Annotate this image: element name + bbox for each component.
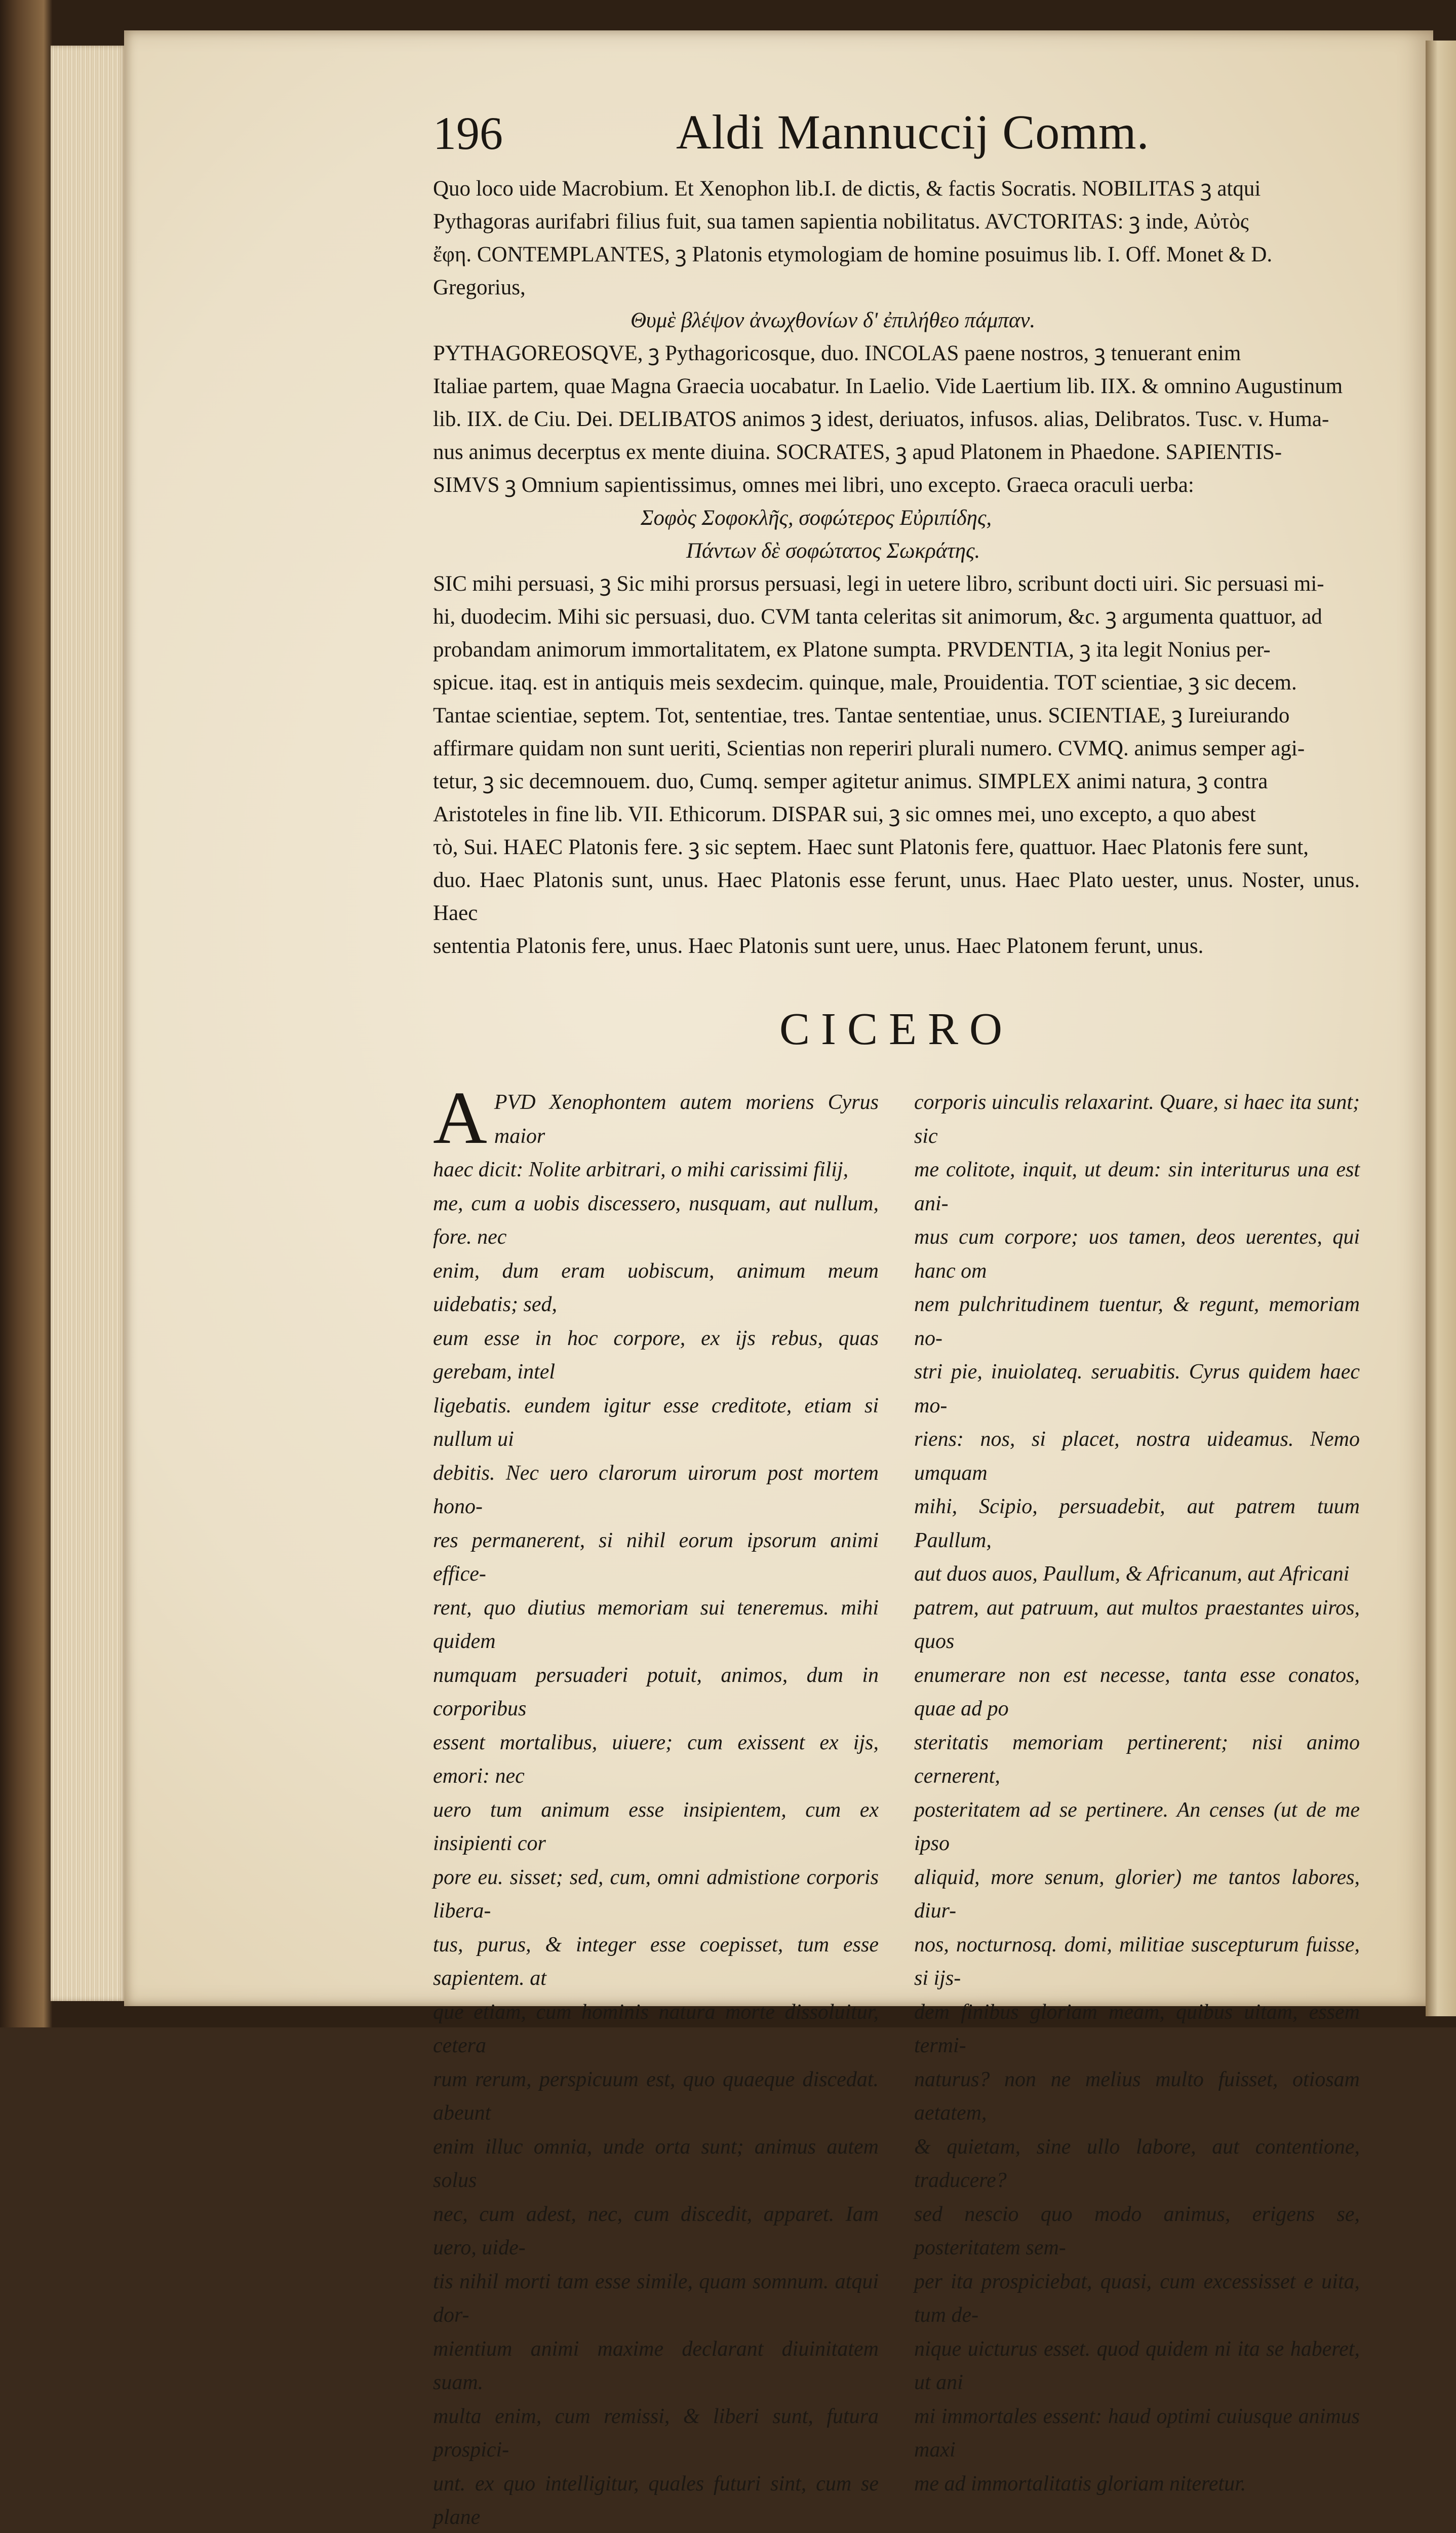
text-line: corporis uinculis relaxarint. Quare, si haec ita sunt; sic [914, 1091, 1360, 1148]
commentary-line: tetur, ꝫ sic decemnouem. duo, Cumq. semper agitetur animus. SIMPLEX animi natura, ꝫ contra [433, 770, 1268, 793]
text-line: steritatis memoriam pertinerent; nisi animo cernerent, [914, 1731, 1360, 1788]
text-line: mus cum corpore; uos tamen, deos uerentes, qui hanc om [914, 1225, 1360, 1283]
text-line: nique uicturus esset. quod quidem ni ita se haberet, ut ani [914, 2337, 1360, 2394]
text-line: naturus? non ne melius multo fuisset, otiosam aetatem, [914, 2067, 1360, 2125]
text-line: essent mortalibus, uiuere; cum exissent ex ijs, emori: nec [433, 1731, 879, 1788]
text-line: nem pulchritudinem tuentur, & regunt, memoriam no- [914, 1293, 1360, 1350]
commentary-line: Italiae partem, quae Magna Graecia uocabatur. In Laelio. Vide Laertium lib. IIX. & omnino Augustinum [433, 374, 1343, 398]
oracle-line: Πάντων δὲ σοφώτατος Σωκράτης. [686, 539, 980, 563]
text-line: me ad immortalitatis gloriam niteretur. [914, 2472, 1246, 2496]
commentary-line: PYTHAGOREOSQVE, ꝫ Pythagoricosque, duo. INCOLAS paene nostros, ꝫ tenuerant enim [433, 341, 1241, 365]
text-line: debitis. Nec uero clarorum uirorum post mortem hono- [433, 1461, 879, 1518]
text-line: aliquid, more senum, glorier) me tantos labores, diur- [914, 1865, 1360, 1923]
commentary-line: lib. IIX. de Ciu. Dei. DELIBATOS animos ꝫ idest, deriuatos, infusos. alias, Delibratos. Tusc. v. Huma- [433, 407, 1329, 431]
text-line: sed nescio quo modo animus, erigens se, posteritatem sem- [914, 2202, 1360, 2259]
text-line: haec dicit: Nolite arbitrari, o mihi carissimi filij, [433, 1158, 849, 1181]
cicero-column-left [433, 1077, 879, 2533]
commentary-line: Quo loco uide Macrobium. Et Xenophon lib.I. de dictis, & factis Socratis. NOBILITAS ꝫ atqui [433, 177, 1261, 201]
text-line: posteritatem ad se pertinere. An censes (ut de me ipso [914, 1798, 1360, 1855]
page-number: 196 [433, 107, 503, 159]
drop-cap: A [433, 1077, 487, 1160]
text-line: tus, purus, & integer esse coepisset, tum esse sapientem. at [433, 1933, 879, 1990]
text-line: uero tum animum esse insipientem, cum ex insipienti cor [433, 1798, 879, 1855]
text-line: pore eu. sisset; sed, cum, omni admistione corporis libera- [433, 1865, 879, 1923]
commentary-line: SIC mihi persuasi, ꝫ Sic mihi prorsus persuasi, legi in uetere libro, scribunt docti uiri. Sic persuasi mi- [433, 572, 1324, 596]
commentary-line: hi, duodecim. Mihi sic persuasi, duo. CVM tanta celeritas sit animorum, &c. ꝫ argumenta quattuor, ad [433, 605, 1322, 629]
commentary-line: affirmare quidam non sunt ueriti, Scientias non reperiri plurali numero. CVMQ. animus semper agi- [433, 737, 1305, 760]
text-line: patrem, aut patruum, aut multos praestantes uiros, quos [914, 1596, 1360, 1653]
commentary-line: SIMVS ꝫ Omnium sapientissimus, omnes mei libri, uno excepto. Graeca oraculi uerba: [433, 473, 1194, 497]
text-line: rent, quo diutius memoriam sui teneremus. mihi quidem [433, 1596, 879, 1653]
commentary-line: Tantae scientiae, septem. Tot, sententiae, tres. Tantae sententiae, unus. SCIENTIAE, ꝫ Iureiurando [433, 704, 1290, 727]
commentary-line: sententia Platonis fere, unus. Haec Platonis sunt uere, unus. Haec Platonem ferunt, unus. [433, 934, 1204, 958]
commentary-line: Pythagoras aurifabri filius fuit, sua tamen sapientia nobilitatus. AVCTORITAS: ꝫ inde, Αὐτὸς [433, 210, 1249, 234]
commentary-line: Gregorius, [433, 276, 526, 299]
text-line: aut duos auos, Paullum, & Africanum, aut Africani [914, 1562, 1350, 1586]
text-line: nos, nocturnosq. domi, militiae suscepturum fuisse, si ijs- [914, 1933, 1360, 1990]
running-title: Aldi Mannuccij Comm. [676, 105, 1150, 159]
text-line: & quietam, sine ullo labore, aut contentione, traducere? [914, 2135, 1360, 2192]
oracle-line: Σοφὸς Σοφοκλῆς, σοφώτερος Εὐριπίδης, [641, 506, 992, 530]
commentary-line: spicue. itaq. est in antiquis meis sexdecim. quinque, male, Prouidentia. TOT scientiae, ꝫ sic decem. [433, 671, 1297, 695]
text-line: stri pie, inuiolateq. seruabitis. Cyrus quidem haec mo- [914, 1360, 1360, 1417]
commentary-line: Aristoteles in fine lib. VII. Ethicorum. DISPAR sui, ꝫ sic omnes mei, uno excepto, a quo abest [433, 802, 1256, 826]
text-line: enumerare non est necesse, tanta esse conatos, quae ad po [914, 1663, 1360, 1720]
commentary-line: ἔφη. CONTEMPLANTES, ꝫ Platonis etymologiam de homine posuimus lib. I. Off. Monet & D. [433, 243, 1273, 266]
facing-page-edge [1426, 41, 1456, 2016]
text-line: numquam persuaderi potuit, animos, dum in corporibus [433, 1663, 879, 1720]
text-line: me, cum a uobis discessero, nusquam, aut nullum, fore. nec [433, 1192, 879, 1249]
page-content [433, 96, 1360, 2533]
text-line: tis nihil morti tam esse simile, quam somnum. atqui dor- [433, 2270, 879, 2327]
text-line: unt. ex quo intelligitur, quales futuri sint, cum se plane [433, 2472, 879, 2529]
text-line: res permanerent, si nihil eorum ipsorum animi effice- [433, 1528, 879, 1586]
text-line: enim, dum eram uobiscum, animum meum uidebatis; sed, [433, 1259, 879, 1316]
running-head [433, 96, 1360, 172]
text-line: mientium animi maxime declarant diuinitatem suam. [433, 2337, 879, 2394]
text-line: enim illuc omnia, unde orta sunt; animus autem solus [433, 2135, 879, 2192]
section-heading-cicero: CICERO [779, 1004, 1014, 1054]
text-line: eum esse in hoc corpore, ex ijs rebus, quas gerebam, intel [433, 1326, 879, 1384]
text-line: per ita prospiciebat, quasi, cum excessisset e uita, tum de- [914, 2270, 1360, 2327]
text-line: dem finibus gloriam meam, quibus uitam, essem termi- [914, 2000, 1360, 2057]
commentary-line: duo. Haec Platonis sunt, unus. Haec Platonis esse ferunt, unus. Haec Plato uester, unus. Noster, unus. Haec [433, 868, 1360, 925]
text-line: PVD Xenophontem autem moriens Cyrus maior [494, 1091, 879, 1148]
text-line: que etiam, cum hominis natura morte dissoluitur, cetera [433, 2000, 879, 2057]
text-line: me colitote, inquit, ut deum: sin interiturus una est ani- [914, 1158, 1360, 1215]
text-line: mi immortales essent: haud optimi cuiusque animus maxi [914, 2404, 1360, 2462]
page-edges [51, 46, 127, 2001]
greek-quote: Θυμὲ βλέψον ἀνωχθονίων δ' ἐπιλήθεο πάμπαν. [631, 309, 1036, 332]
commentary-line: nus animus decerptus ex mente diuina. SOCRATES, ꝫ apud Platonem in Phaedone. SAPIENTIS- [433, 440, 1282, 464]
text-line: ligebatis. eundem igitur esse creditote, etiam si nullum ui [433, 1394, 879, 1451]
commentary-line: probandam animorum immortalitatem, ex Platone sumpta. PRVDENTIA, ꝫ ita legit Nonius per- [433, 638, 1271, 662]
commentary-line: τὸ, Sui. HAEC Platonis fere. ꝫ sic septem. Haec sunt Platonis fere, quattuor. Haec Platonis fere sunt, [433, 835, 1309, 859]
text-line: mihi, Scipio, persuadebit, aut patrem tuum Paullum, [914, 1495, 1360, 1552]
text-line: rum rerum, perspicuum est, quo quaeque discedat. abeunt [433, 2067, 879, 2125]
text-line: riens: nos, si placet, nostra uideamus. Nemo umquam [914, 1428, 1360, 1485]
text-line: nec, cum adest, nec, cum discedit, apparet. Iam uero, uide- [433, 2202, 879, 2259]
cicero-text [433, 1077, 1360, 2533]
text-line: multa enim, cum remissi, & liberi sunt, futura prospici- [433, 2404, 879, 2462]
commentary-block [433, 172, 1360, 963]
cicero-column-right [914, 1086, 1360, 2533]
